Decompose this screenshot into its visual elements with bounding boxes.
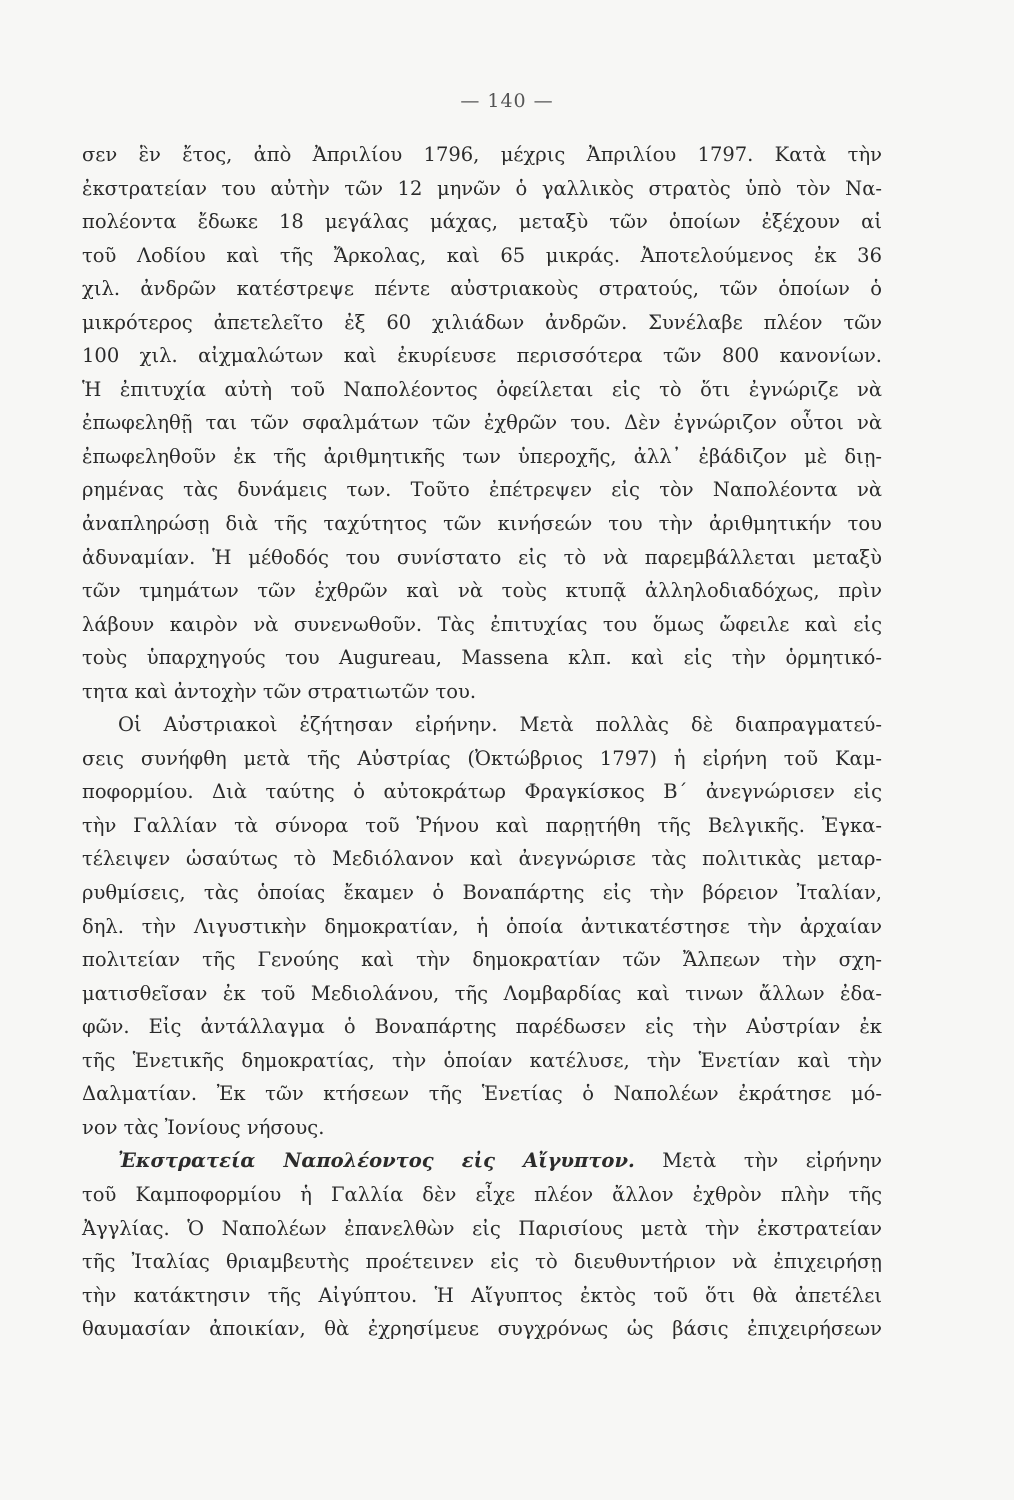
text-line: χιλ. ἀνδρῶν κατέστρεψε πέντε αὐστριακοὺς στρατούς, τῶν ὁποίων ὁ	[82, 277, 882, 301]
text-line: ἀναπληρώσῃ διὰ τῆς ταχύτητος τῶν κινήσεών του τὴν ἀριθμητικήν του	[82, 512, 882, 536]
text-line: φῶν. Εἰς ἀντάλλαγμα ὁ Βοναπάρτης παρέδωσεν εἰς τὴν Αὐστρίαν ἐκ	[82, 1015, 882, 1039]
paragraph-1	[82, 138, 882, 708]
page-body	[82, 138, 882, 1346]
text-line: Ἀγγλίας. Ὁ Ναπολέων ἐπανελθὼν εἰς Παρισίους μετὰ τὴν ἐκστρατείαν	[82, 1216, 882, 1240]
paragraph-2	[82, 708, 882, 1144]
text-line: ἀδυναμίαν. Ἡ μέθοδός του συνίστατο εἰς τὸ νὰ παρεμβάλλεται μεταξὺ	[82, 545, 882, 569]
text-line: τῶν τμημάτων τῶν ἐχθρῶν καὶ νὰ τοὺς κτυπᾷ ἀλληλοδιαδόχως, πρὶν	[82, 579, 882, 603]
text-line: ρυθμίσεις, τὰς ὁποίας ἔκαμεν ὁ Βοναπάρτης εἰς τὴν βόρειον Ἰταλίαν,	[82, 881, 882, 905]
text-line: Οἱ Αὐστριακοὶ ἐζήτησαν εἰρήνην. Μετὰ πολλὰς δὲ διαπραγματεύ-	[118, 713, 882, 737]
text-line: ἐπωφεληθῇ ται τῶν σφαλμάτων τῶν ἐχθρῶν του. Δὲν ἐγνώριζον οὗτοι νὰ	[82, 411, 882, 435]
text-line: Δαλματίαν. Ἐκ τῶν κτήσεων τῆς Ἑνετίας ὁ Ναπολέων ἐκράτησε μό-	[82, 1082, 882, 1106]
text-line: ἐπωφεληθοῦν ἐκ τῆς ἀριθμητικῆς των ὑπεροχῆς, ἀλλ᾽ ἐβάδιζον μὲ διῃ-	[82, 444, 882, 468]
text-line: πολιτείαν τῆς Γενούης καὶ τὴν δημοκρατίαν τῶν Ἄλπεων τὴν σχη-	[82, 948, 882, 972]
text-line: λάβουν καιρὸν νὰ συνενωθοῦν. Τὰς ἐπιτυχίας του ὅμως ὤφειλε καὶ εἰς	[82, 612, 882, 636]
text-line: ποφορμίου. Διὰ ταύτης ὁ αὐτοκράτωρ Φραγκίσκος Β´ ἀνεγνώρισεν εἰς	[82, 780, 882, 804]
section-heading: Ἐκστρατεία Ναπολέοντος εἰς Αἴγυπτον.	[118, 1149, 635, 1173]
text-line: τῆς Ἰταλίας θριαμβευτὴς προέτεινεν εἰς τὸ διευθυντήριον νὰ ἐπιχειρήσῃ	[82, 1250, 882, 1274]
text-line: ματισθεῖσαν ἐκ τοῦ Μεδιολάνου, τῆς Λομβαρδίας καὶ τινων ἄλλων ἐδα-	[82, 981, 882, 1005]
text-line: τέλειψεν ὡσαύτως τὸ Μεδιόλανον καὶ ἀνεγνώρισε τὰς πολιτικὰς μεταρ-	[82, 847, 882, 871]
text-line: τῆς Ἑνετικῆς δημοκρατίας, τὴν ὁποίαν κατέλυσε, τὴν Ἑνετίαν καὶ τὴν	[82, 1048, 882, 1072]
text-line: θαυμασίαν ἀποικίαν, θὰ ἐχρησίμευε συγχρόνως ὡς βάσις ἐπιχειρήσεων	[82, 1317, 882, 1341]
text-line: τὴν κατάκτησιν τῆς Αἰγύπτου. Ἡ Αἴγυπτος ἐκτὸς τοῦ ὅτι θὰ ἀπετέλει	[82, 1283, 882, 1307]
text-fragment: Μετὰ τὴν εἰρήνην	[662, 1149, 882, 1173]
text-line: σεν ἓν ἔτος, ἀπὸ Ἀπριλίου 1796, μέχρις Ἀπριλίου 1797. Κατὰ τὴν	[82, 143, 882, 166]
page-number: — 140 —	[460, 90, 554, 112]
section-heading-line	[82, 1144, 882, 1178]
text-line: 100 χιλ. αἰχμαλώτων καὶ ἐκυρίευσε περισσότερα τῶν 800 κανονίων.	[82, 344, 882, 368]
text-line: δηλ. τὴν Λιγυστικὴν δημοκρατίαν, ἡ ὁποία ἀντικατέστησε τὴν ἀρχαίαν	[82, 914, 882, 938]
paragraph-3	[82, 1144, 882, 1345]
text-line: τὴν Γαλλίαν τὰ σύνορα τοῦ Ῥήνου καὶ παρῃτήθη τῆς Βελγικῆς. Ἐγκα-	[82, 813, 882, 837]
text-line: σεις συνήφθη μετὰ τῆς Αὐστρίας (Ὀκτώβριος 1797) ἡ εἰρήνη τοῦ Καμ-	[82, 746, 882, 770]
text-line: τοὺς ὑπαρχηγούς του Augureau, Massena κλπ. καὶ εἰς τὴν ὁρμητικό-	[82, 646, 882, 670]
text-line: τοῦ Λοδίου καὶ τῆς Ἄρκολας, καὶ 65 μικράς. Ἀποτελούμενος ἐκ 36	[82, 243, 882, 267]
text-line: τοῦ Καμποφορμίου ἡ Γαλλία δὲν εἶχε πλέον ἄλλον ἐχθρὸν πλὴν τῆς	[82, 1182, 882, 1206]
text-line: ρημένας τὰς δυνάμεις των. Τοῦτο ἐπέτρεψεν εἰς τὸν Ναπολέοντα νὰ	[82, 478, 882, 502]
text-line: μικρότερος ἀπετελεῖτο ἐξ 60 χιλιάδων ἀνδρῶν. Συνέλαβε πλέον τῶν	[82, 310, 882, 334]
text-line: πολέοντα ἔδωκε 18 μεγάλας μάχας, μεταξὺ τῶν ὁποίων ἐξέχουν αἱ	[82, 210, 882, 234]
text-line: νον τὰς Ἰονίους νήσους.	[82, 1115, 325, 1139]
text-line: ἐκστρατείαν του αὐτὴν τῶν 12 μηνῶν ὁ γαλλικὸς στρατὸς ὑπὸ τὸν Να-	[82, 176, 882, 200]
text-line: τητα καὶ ἀντοχὴν τῶν στρατιωτῶν του.	[82, 679, 477, 703]
text-line: Ἡ ἐπιτυχία αὐτὴ τοῦ Ναπολέοντος ὀφείλεται εἰς τὸ ὅτι ἐγνώριζε νὰ	[82, 377, 882, 401]
